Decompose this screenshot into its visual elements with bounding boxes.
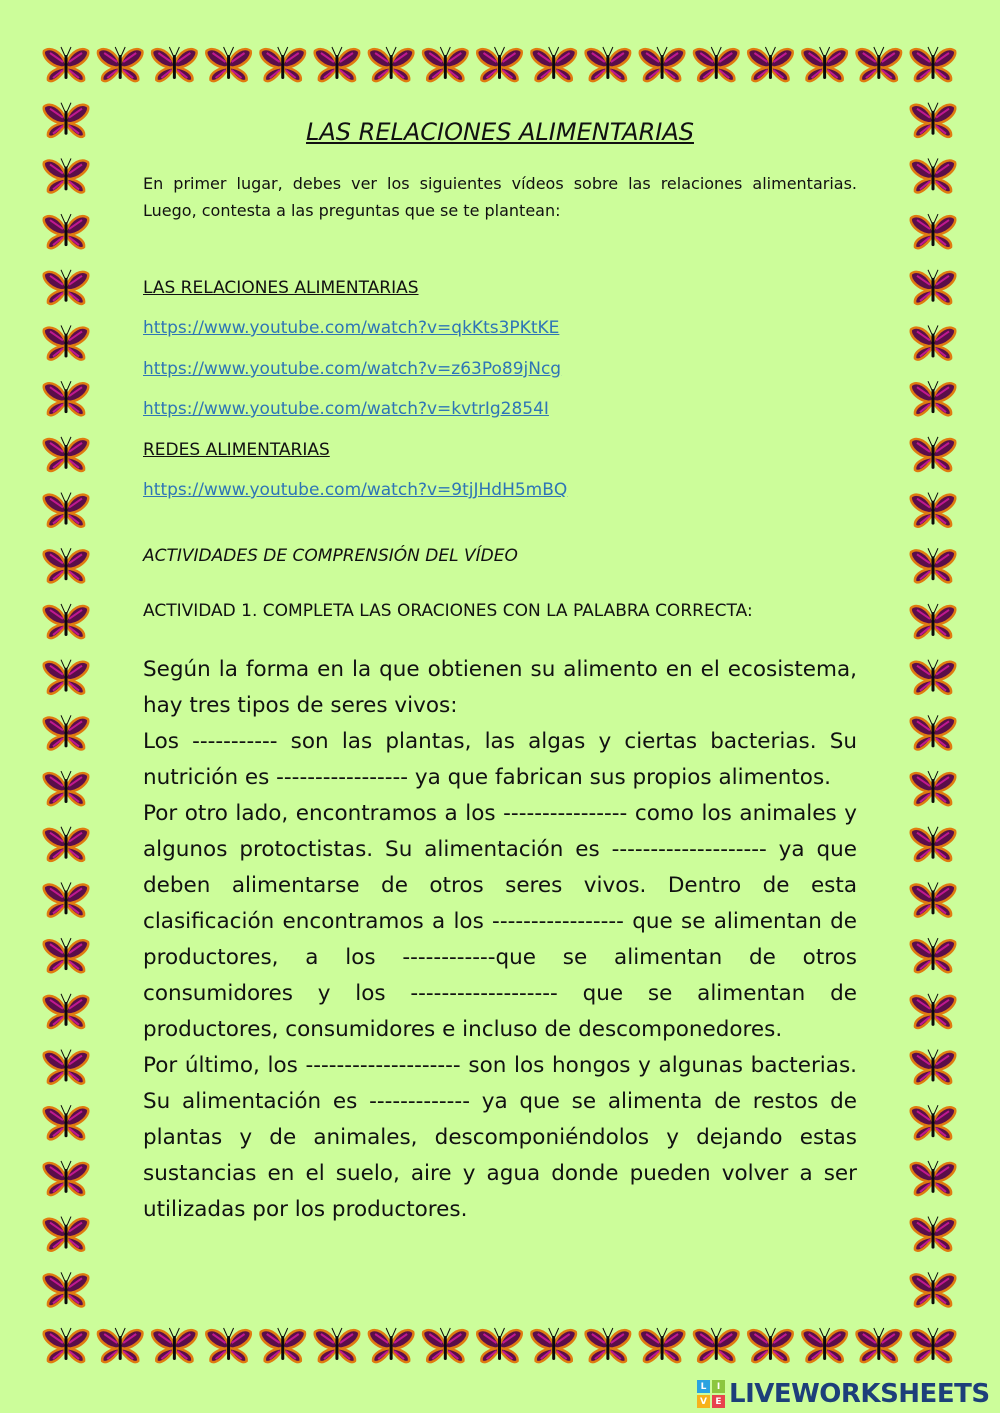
butterfly-icon: [857, 47, 902, 81]
butterfly-icon: [315, 1328, 360, 1362]
logo-letter-l: L: [697, 1380, 710, 1393]
butterfly-icon: [911, 1050, 956, 1084]
butterfly-icon: [911, 604, 956, 638]
butterfly-icon: [44, 1105, 89, 1139]
butterfly-icon: [44, 548, 89, 582]
butterfly-icon: [911, 1105, 956, 1139]
butterfly-icon: [911, 437, 956, 471]
butterfly-icon: [748, 47, 793, 81]
intro-text: En primer lugar, debes ver los siguientes vídeos sobre las relaciones alimentarias. Luego, contesta a las preguntas que se te plantean:: [143, 174, 857, 220]
butterfly-icon: [911, 715, 956, 749]
paragraph-3: Por otro lado, encontramos a los ---------------- como los animales y algunos protoctistas. Su alimentación es -------------------- ya que deben alimentarse de otros seres vivos. Dentro de esta clasificación encontramos a los ----------------- que se alimentan de productores, a los ------------que se alimentan de otros consumidores y los ------------------- que se alimentan de productores, consumidores e incluso de descomponedores.: [143, 801, 857, 1042]
butterfly-icon: [911, 1328, 956, 1362]
butterfly-icon: [586, 1328, 631, 1362]
butterfly-icon: [911, 994, 956, 1028]
butterfly-icon: [911, 1217, 956, 1251]
butterfly-icon: [911, 660, 956, 694]
paragraph-4: Por último, los -------------------- son los hongos y algunas bacterias. Su alimentación es ------------- ya que se alimenta de restos de plantas y de animales, descomponiéndolos y dejando estas sustancias en el suelo, aire y agua donde pueden volver a ser utilizadas por los productores.: [143, 1053, 857, 1222]
liveworksheets-wordmark: LIVEWORKSHEETS: [729, 1379, 990, 1409]
activities-heading: ACTIVIDADES DE COMPRENSIÓN DEL VÍDEO: [143, 546, 518, 566]
butterfly-icon: [206, 1328, 251, 1362]
butterfly-icon: [640, 47, 685, 81]
butterfly-icon: [911, 270, 956, 304]
butterfly-icon: [44, 158, 89, 192]
worksheet-title: LAS RELACIONES ALIMENTARIAS: [306, 118, 694, 146]
butterfly-icon: [911, 1161, 956, 1195]
butterfly-icon: [477, 47, 522, 81]
butterfly-icon: [423, 47, 468, 81]
activity1-heading: ACTIVIDAD 1. COMPLETA LAS ORACIONES CON LA PALABRA CORRECTA:: [143, 601, 753, 621]
butterfly-icon: [911, 47, 956, 81]
logo-letter-e: E: [712, 1395, 725, 1408]
butterfly-icon: [477, 1328, 522, 1362]
video-link-4[interactable]: https://www.youtube.com/watch?v=9tjJHdH5mBQ: [143, 480, 568, 500]
butterfly-icon: [911, 548, 956, 582]
paragraph-1: Según la forma en la que obtienen su alimento en el ecosistema, hay tres tipos de seres vivos:: [143, 657, 857, 718]
butterfly-icon: [802, 1328, 847, 1362]
butterfly-icon: [369, 47, 414, 81]
butterfly-icon: [44, 1328, 89, 1362]
butterfly-icon: [44, 1161, 89, 1195]
butterfly-icon: [911, 827, 956, 861]
video-link-3[interactable]: https://www.youtube.com/watch?v=kvtrIg2854I: [143, 399, 549, 419]
butterfly-icon: [260, 47, 305, 81]
logo-letter-v: V: [697, 1395, 710, 1408]
activity1-text: [143, 652, 857, 1228]
butterfly-icon: [44, 103, 89, 137]
butterfly-icon: [98, 47, 143, 81]
butterfly-icon: [911, 1272, 956, 1306]
butterfly-icon: [44, 47, 89, 81]
liveworksheets-logo[interactable]: [697, 1376, 990, 1412]
butterfly-icon: [44, 325, 89, 359]
butterfly-icon: [911, 493, 956, 527]
butterfly-icon: [748, 1328, 793, 1362]
video-link-1[interactable]: https://www.youtube.com/watch?v=qkKts3PKtKE: [143, 318, 560, 338]
butterfly-icon: [152, 47, 197, 81]
butterfly-icon: [44, 493, 89, 527]
butterfly-icon: [44, 827, 89, 861]
butterfly-icon: [44, 270, 89, 304]
butterfly-icon: [531, 47, 576, 81]
section-heading-redes: REDES ALIMENTARIAS: [143, 440, 330, 460]
butterfly-icon: [44, 660, 89, 694]
butterfly-icon: [911, 103, 956, 137]
butterfly-icon: [44, 604, 89, 638]
butterfly-icon: [911, 381, 956, 415]
butterfly-icon: [911, 882, 956, 916]
butterfly-icon: [694, 1328, 739, 1362]
liveworksheets-logo-icon: [697, 1380, 725, 1408]
butterfly-icon: [911, 325, 956, 359]
butterfly-icon: [315, 47, 360, 81]
paragraph-2: Los ----------- son las plantas, las algas y ciertas bacterias. Su nutrición es ----------------- ya que fabrican sus propios alimentos.: [143, 729, 857, 790]
butterfly-icon: [531, 1328, 576, 1362]
butterfly-icon: [640, 1328, 685, 1362]
butterfly-icon: [586, 47, 631, 81]
butterfly-icon: [911, 158, 956, 192]
butterfly-icon: [44, 214, 89, 248]
butterfly-icon: [44, 437, 89, 471]
butterfly-icon: [694, 47, 739, 81]
butterfly-icon: [911, 771, 956, 805]
butterfly-icon: [423, 1328, 468, 1362]
butterfly-icon: [802, 47, 847, 81]
butterfly-icon: [44, 1050, 89, 1084]
butterfly-icon: [206, 47, 251, 81]
butterfly-icon: [44, 882, 89, 916]
butterfly-icon: [369, 1328, 414, 1362]
logo-letter-i: I: [712, 1380, 725, 1393]
butterfly-icon: [152, 1328, 197, 1362]
butterfly-icon: [911, 214, 956, 248]
butterfly-icon: [857, 1328, 902, 1362]
section-heading-relaciones: LAS RELACIONES ALIMENTARIAS: [143, 278, 419, 298]
butterfly-icon: [44, 1217, 89, 1251]
butterfly-icon: [44, 715, 89, 749]
butterfly-icon: [44, 771, 89, 805]
butterfly-icon: [260, 1328, 305, 1362]
butterfly-icon: [44, 994, 89, 1028]
butterfly-icon: [44, 1272, 89, 1306]
butterfly-icon: [44, 381, 89, 415]
butterfly-icon: [44, 938, 89, 972]
butterfly-icon: [98, 1328, 143, 1362]
butterfly-icon: [911, 938, 956, 972]
video-link-2[interactable]: https://www.youtube.com/watch?v=z63Po89jNcg: [143, 359, 562, 379]
